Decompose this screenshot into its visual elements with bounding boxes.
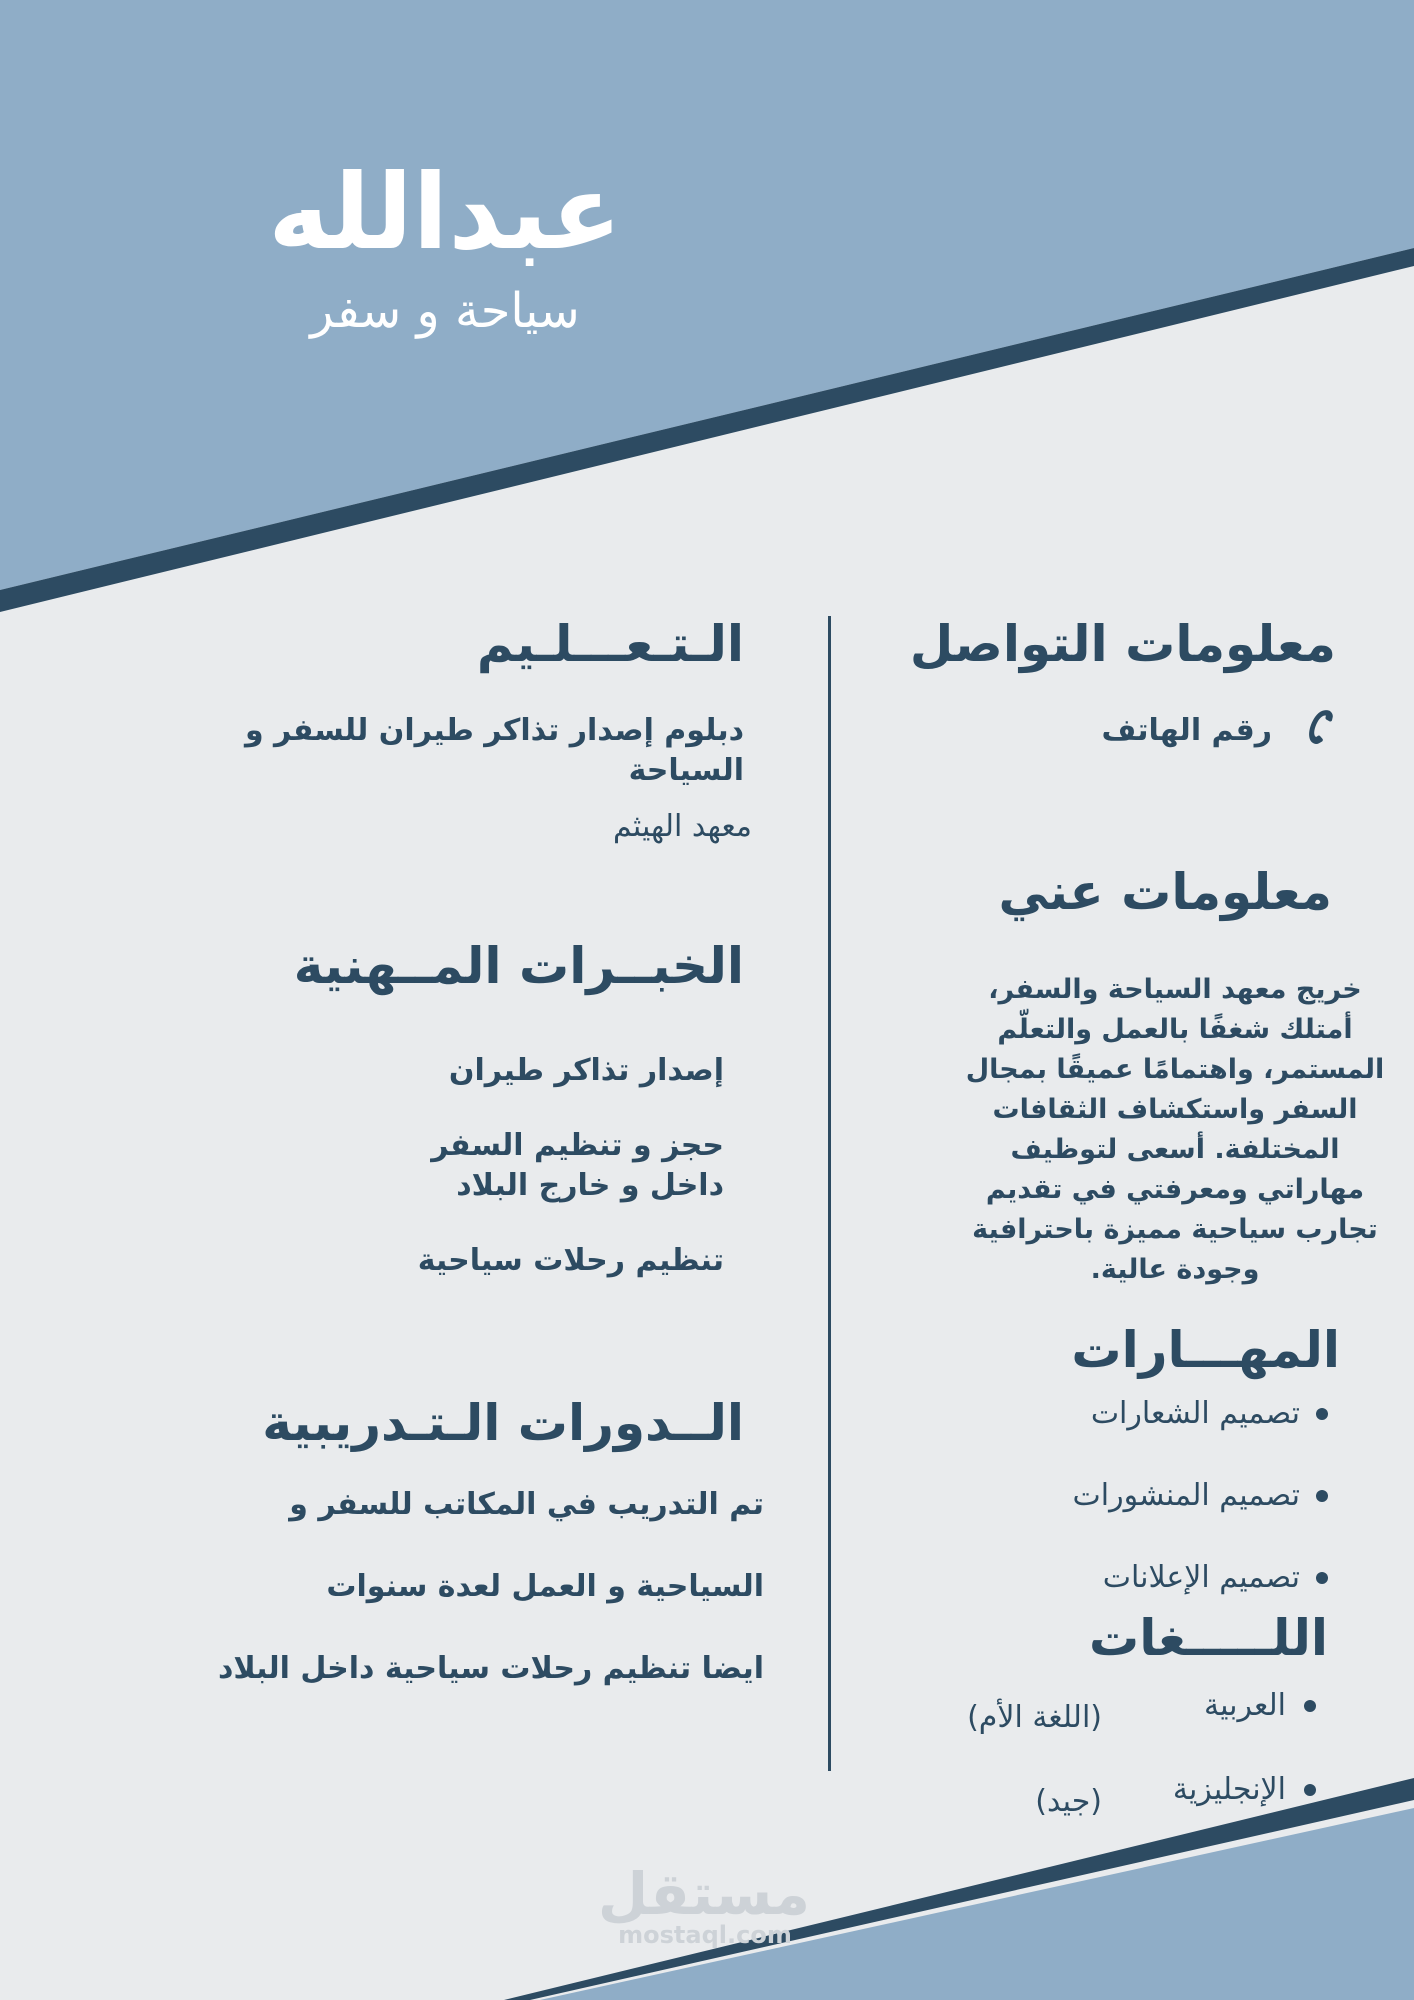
- education-heading: الـتـعـــلـيم: [476, 615, 744, 673]
- experience-item: إصدار تذاكر طيران: [448, 1053, 724, 1088]
- about-line: السفر واستكشاف الثقافات: [992, 1094, 1358, 1125]
- language-level: (اللغة الأم): [967, 1700, 1102, 1735]
- skill-item: تصميم المنشورات: [1072, 1478, 1300, 1513]
- languages-heading: اللـــــغات: [1088, 1609, 1328, 1667]
- courses-heading: الــدورات الـتـدريبية: [262, 1394, 744, 1452]
- institute-name: معهد الهيثم: [612, 809, 752, 844]
- course-line: السياحية و العمل لعدة سنوات: [326, 1569, 764, 1604]
- degree-line: دبلوم إصدار تذاكر طيران للسفر و: [244, 713, 744, 748]
- column-divider: [828, 616, 831, 1771]
- bullet-icon: [1316, 1572, 1328, 1584]
- watermark-arabic: مستقل: [597, 1860, 810, 1928]
- experience-line: حجز و تنظيم السفر: [431, 1128, 724, 1163]
- experience-line: داخل و خارج البلاد: [456, 1168, 724, 1203]
- about-line: المستمر، واهتمامًا عميقًا بمجال: [965, 1054, 1385, 1085]
- watermark-logo: [597, 1860, 810, 1949]
- contact-heading: معلومات التواصل: [909, 615, 1336, 673]
- phone-icon: [1296, 706, 1342, 752]
- bullet-icon: [1316, 1408, 1328, 1420]
- about-line: خريج معهد السياحة والسفر،: [988, 974, 1362, 1005]
- bullet-icon: [1304, 1784, 1316, 1796]
- bullet-icon: [1316, 1490, 1328, 1502]
- watermark-latin: mostaql.com: [618, 1921, 792, 1949]
- language-name: الإنجليزية: [1172, 1772, 1286, 1807]
- skills-heading: المهـــارات: [1071, 1321, 1340, 1379]
- experience-item: تنظيم رحلات سياحية: [417, 1243, 724, 1278]
- about-line: وجودة عالية.: [1090, 1254, 1260, 1285]
- about-line: مهاراتي ومعرفتي في تقديم: [985, 1174, 1365, 1205]
- language-name: العربية: [1204, 1688, 1286, 1723]
- person-name: عبدالله: [268, 151, 622, 273]
- about-line: المختلفة. أسعى لتوظيف: [1010, 1134, 1340, 1165]
- language-level: (جيد): [1035, 1784, 1102, 1819]
- phone-label: رقم الهاتف: [1101, 713, 1272, 748]
- experience-item: [431, 1126, 724, 1206]
- top-light-band: [0, 0, 1414, 590]
- job-title: سياحة و سفر: [310, 283, 580, 339]
- about-heading: معلومات عني: [998, 863, 1332, 921]
- course-line: تم التدريب في المكاتب للسفر و: [289, 1487, 764, 1522]
- bullet-icon: [1304, 1700, 1316, 1712]
- skill-item: تصميم الإعلانات: [1102, 1560, 1300, 1595]
- skill-item: تصميم الشعارات: [1090, 1396, 1300, 1431]
- degree-line: السياحة: [628, 753, 744, 788]
- about-line: أمتلك شغفًا بالعمل والتعلّم: [997, 1014, 1353, 1045]
- experience-heading: الخبــرات المــهنية: [293, 937, 744, 995]
- about-line: تجارب سياحية مميزة باحترافية: [972, 1214, 1378, 1245]
- course-line: ايضا تنظيم رحلات سياحية داخل البلاد: [217, 1651, 764, 1686]
- degree-text: [245, 711, 744, 791]
- about-text: [960, 970, 1390, 1290]
